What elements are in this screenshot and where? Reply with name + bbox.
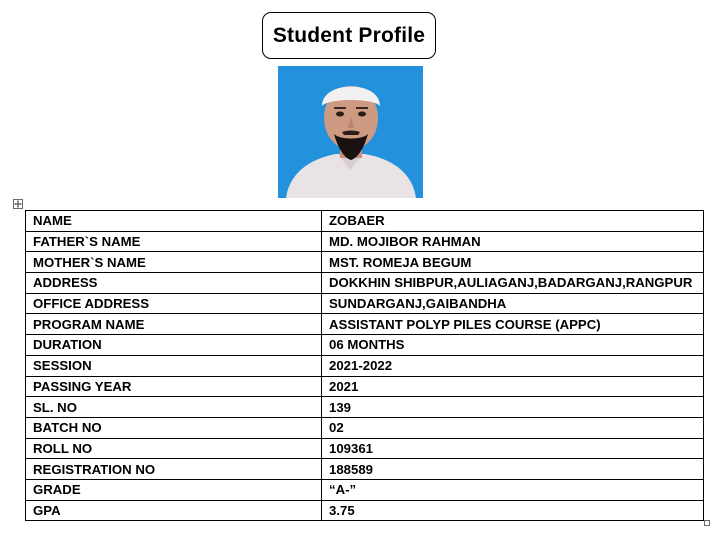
row-value: MD. MOJIBOR RAHMAN [322, 231, 704, 252]
page-title [262, 12, 436, 59]
row-label: FATHER`S NAME [26, 231, 322, 252]
row-value: 2021 [322, 376, 704, 397]
table-row [26, 231, 704, 252]
table-row [26, 438, 704, 459]
table-row [26, 252, 704, 273]
row-label: BATCH NO [26, 417, 322, 438]
table-move-handle[interactable] [13, 199, 23, 209]
row-label: PROGRAM NAME [26, 314, 322, 335]
row-value: DOKKHIN SHIBPUR,AULIAGANJ,BADARGANJ,RANGPUR [322, 273, 704, 294]
student-photo [278, 66, 423, 198]
table-row [26, 459, 704, 480]
row-label: GRADE [26, 479, 322, 500]
table-resize-handle[interactable] [704, 520, 710, 526]
page-title-text: Student Profile [272, 23, 426, 47]
row-label: SESSION [26, 355, 322, 376]
table-row [26, 417, 704, 438]
table-row [26, 500, 704, 521]
table-row [26, 273, 704, 294]
table-row [26, 314, 704, 335]
row-label: PASSING YEAR [26, 376, 322, 397]
table-row [26, 293, 704, 314]
row-label: REGISTRATION NO [26, 459, 322, 480]
student-portrait-graphic [278, 66, 423, 198]
row-label: ADDRESS [26, 273, 322, 294]
row-value: SUNDARGANJ,GAIBANDHA [322, 293, 704, 314]
row-label: GPA [26, 500, 322, 521]
table-row [26, 335, 704, 356]
table-row [26, 376, 704, 397]
row-label: ROLL NO [26, 438, 322, 459]
row-value: 3.75 [322, 500, 704, 521]
move-arrows-icon [14, 200, 22, 208]
row-value: ZOBAER [322, 211, 704, 232]
row-value: MST. ROMEJA BEGUM [322, 252, 704, 273]
row-value: 109361 [322, 438, 704, 459]
row-label: MOTHER`S NAME [26, 252, 322, 273]
row-value: 139 [322, 397, 704, 418]
table-row [26, 479, 704, 500]
row-label: OFFICE ADDRESS [26, 293, 322, 314]
row-value: “A-” [322, 479, 704, 500]
row-label: SL. NO [26, 397, 322, 418]
row-value: ASSISTANT POLYP PILES COURSE (APPC) [322, 314, 704, 335]
row-value: 188589 [322, 459, 704, 480]
student-profile-table [25, 210, 704, 521]
table-row [26, 397, 704, 418]
row-value: 06 MONTHS [322, 335, 704, 356]
row-value: 2021-2022 [322, 355, 704, 376]
row-value: 02 [322, 417, 704, 438]
table-row [26, 355, 704, 376]
table-row [26, 211, 704, 232]
row-label: DURATION [26, 335, 322, 356]
row-label: NAME [26, 211, 322, 232]
